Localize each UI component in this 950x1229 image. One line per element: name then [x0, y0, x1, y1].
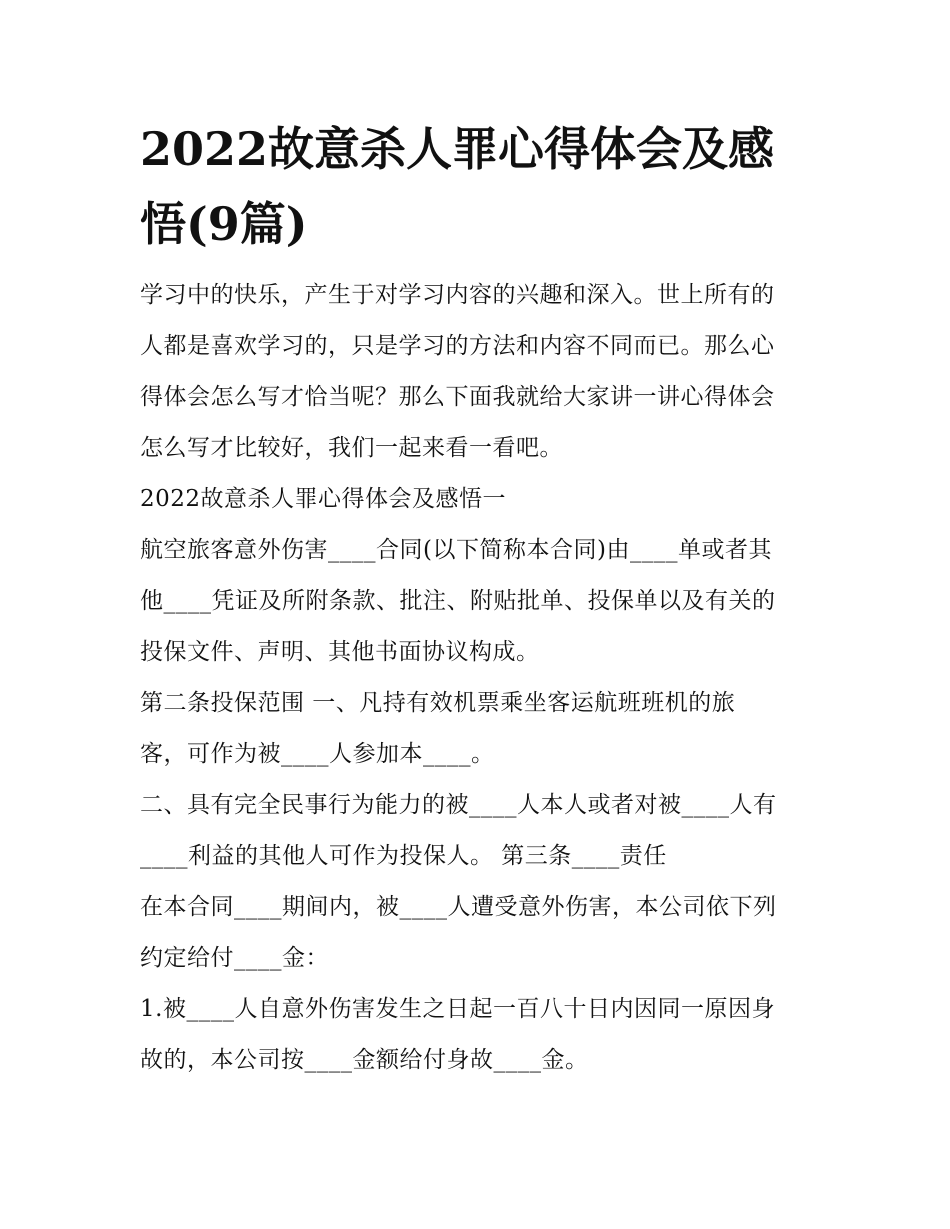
body-line: 得体会怎么写才恰当呢？那么下面我就给大家讲一讲心得体会 [140, 384, 775, 410]
body-line: 故的，本公司按____金额给付身故____金。 [140, 1047, 589, 1073]
body-line: ____利益的其他人可作为投保人。 第三条____责任 [140, 843, 667, 869]
body-line: 学习中的快乐，产生于对学习内容的兴趣和深入。世上所有的 [140, 282, 775, 308]
body-line: 他____凭证及所附条款、批注、附贴批单、投保单以及有关的 [140, 588, 776, 614]
title-line: 2022故意杀人罪心得体会及感 [140, 122, 775, 176]
body-line: 客，可作为被____人参加本____。 [140, 741, 495, 767]
body-line: 二、具有完全民事行为能力的被____人本人或者对被____人有 [140, 792, 777, 818]
body-line: 约定给付____金： [140, 945, 329, 971]
body-line: 人都是喜欢学习的，只是学习的方法和内容不同而已。那么心 [140, 333, 775, 359]
document-body [140, 270, 830, 1086]
document-title [140, 112, 830, 262]
body-line: 怎么写才比较好，我们一起来看一看吧。 [140, 435, 563, 461]
section-heading: 2022故意杀人罪心得体会及感悟一 [140, 486, 507, 512]
body-line: 1.被____人自意外伤害发生之日起一百八十日内因同一原因身 [140, 996, 775, 1022]
title-line: 悟(9篇) [140, 197, 308, 251]
body-line: 在本合同____期间内，被____人遭受意外伤害，本公司依下列 [140, 894, 777, 920]
body-line: 航空旅客意外伤害____合同(以下简称本合同)由____单或者其 [140, 537, 772, 563]
body-line: 投保文件、声明、其他书面协议构成。 [140, 639, 540, 665]
body-line: 第二条投保范围 一、凡持有效机票乘坐客运航班班机的旅 [140, 690, 736, 716]
document-page [140, 112, 830, 1086]
